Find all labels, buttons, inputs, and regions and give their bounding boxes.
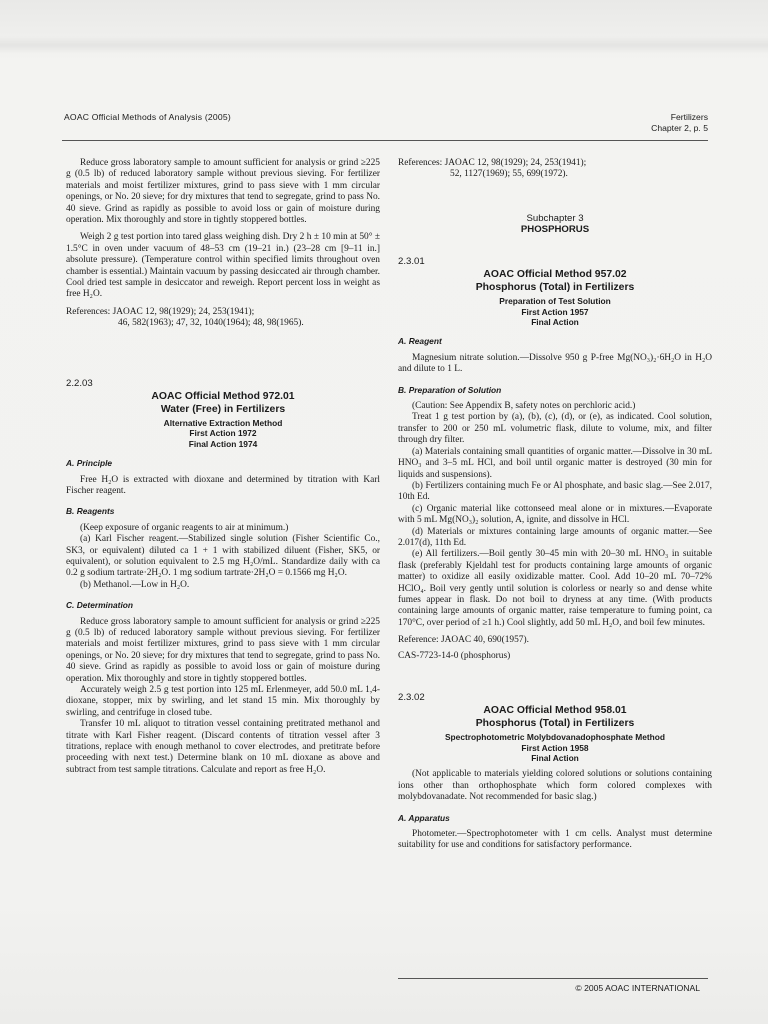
method-title: AOAC Official Method 957.02	[483, 269, 627, 281]
references: References: JAOAC 12, 98(1929); 24, 253(1941);	[66, 306, 255, 317]
header-rule	[62, 140, 708, 141]
paragraph: Transfer 10 mL aliquot to titration vessel containing pretitrated methanol and titrate with Karl Fisher reagent. (Discard contents of titration vessel after 3 titrations, replace with enough methanol to cover electrodes, and pretitrate before proceeding with next test.) Determine blank on 10 mL dioxane as above and subtract from test sample titrations. Calculate and report as free H₂O.	[66, 719, 380, 775]
paragraph: Treat 1 g test portion by (a), (b), (c), (d), or (e), as indicated. Cool solution, transfer to 200 or 250 mL volumetric flask, dilute to volume, mix, and filter through dry filter.	[398, 412, 712, 446]
paragraph: (c) Organic material like cottonseed meal alone or in mixtures.—Evaporate with 5 mL Mg(NO₃)₂ solution, A, ignite, and dissolve in HCl.	[398, 503, 712, 526]
paragraph: (Keep exposure of organic reagents to air at minimum.)	[80, 522, 289, 533]
heading-principle: A. Principle	[66, 458, 113, 469]
paragraph: (e) All fertilizers.—Boil gently 30–45 min with 20–30 mL HNO₃ in suitable flask (preferably Kjeldahl test for products containing large amounts of organic matter) to oxidize all easily oxidizable matter. Cool. Add 10–20 mL 70–72% HClO₄. Boil very gently until solution is colorless or nearly so and dense white fumes appear in flask. Do not boil to dryness at any time. (With products containing large amounts of organic matter, raise temperature to fuming point, ca 170°C, over period of ≥1 h.) Cool slightly, add 50 mL H₂O, and boil few minutes.	[398, 549, 712, 628]
method-variant: Preparation of Test Solution	[499, 296, 611, 307]
paragraph: (a) Karl Fischer reagent.—Stabilized single solution (Fisher Scientific Co., SK3, or equivalent) diluted ca 1 + 1 with stabilized diluent (Fisher, SK5, or equivalent), or solution equivalent to 2.5 mg H₂O/mL. Standardize daily with ca 0.2 g sodium tartrate·2H₂O. 1 mg sodium tartrate·2H₂O = 0.1566 mg H₂O.	[66, 534, 380, 579]
copyright-footer: © 2005 AOAC INTERNATIONAL	[575, 983, 700, 993]
running-header-left: AOAC Official Methods of Analysis (2005)	[64, 112, 231, 122]
heading-determination: C. Determination	[66, 600, 134, 611]
subchapter-number: Subchapter 3	[526, 212, 584, 224]
paragraph: Free H₂O is extracted with dioxane and determined by titration with Karl Fischer reagent.	[66, 474, 380, 496]
heading-reagent: A. Reagent	[398, 336, 442, 347]
footer-rule	[398, 978, 708, 979]
heading-apparatus: A. Apparatus	[398, 812, 450, 823]
paragraph: Reduce gross laboratory sample to amount sufficient for analysis or grind ≥225 g (0.5 lb) of reduced laboratory sample without previous sieving. For fertilizer materials and moist fertilizer mixtures, grind to pass sieve with 1 mm circular openings, or No. 20 sieve; for dry mixtures that tend to segregate, grind to pass No. 40 sieve. Grind as rapidly as possible to avoid loss or gain of moisture during operation. Mix thoroughly and store in tightly stoppered bottles.	[66, 158, 380, 226]
paragraph: Magnesium nitrate solution.—Dissolve 950 g P-free Mg(NO₃)₂·6H₂O in H₂O and dilute to 1 L.	[398, 352, 712, 375]
paragraph: (a) Materials containing small quantities of organic matter.—Dissolve in 30 mL HNO₃ and 3–5 mL HCl, and boil until organic matter is destroyed (30 min for liquids and suspensions).	[398, 446, 712, 480]
first-action: First Action 1972	[189, 428, 257, 439]
running-header-right	[651, 112, 708, 134]
paragraph: (b) Methanol.—Low in H₂O.	[80, 579, 190, 590]
paragraph: Weigh 2 g test portion into tared glass weighing dish. Dry 2 h ± 10 min at 50° ± 1.5°C in oven under vacuum of 48–53 cm (19–21 in.) (23–28 cm [9–11 in.] absolute pressure). (Temperature control within specified limits throughout oven chamber is essential.) Maintain vacuum by passing desiccated air through chamber. Cool dried test sample in desiccator and reweigh. Report percent loss in weight as free H₂O.	[66, 232, 380, 300]
right-column	[398, 158, 712, 852]
paragraph: (b) Fertilizers containing much Fe or Al phosphate, and basic slag.—See 2.017, 10th Ed.	[398, 480, 712, 503]
subchapter-title: PHOSPHORUS	[520, 224, 590, 236]
final-action: Final Action	[531, 753, 579, 764]
method-subject: Phosphorus (Total) in Fertilizers	[475, 717, 635, 729]
method-title: AOAC Official Method 958.01	[483, 705, 627, 717]
paragraph: (d) Materials or mixtures containing large amounts of organic matter.—See 2.017(d), 11th Ed.	[398, 526, 712, 548]
left-column	[66, 158, 380, 776]
paragraph: Photometer.—Spectrophotometer with 1 cm cells. Analyst must determine suitability for use and conditions for satisfactory performance.	[398, 829, 712, 851]
section-number: 2.2.03	[66, 377, 93, 389]
method-title: AOAC Official Method 972.01	[151, 391, 295, 403]
heading-preparation: B. Preparation of Solution	[398, 384, 502, 395]
method-subject: Water (Free) in Fertilizers	[160, 403, 286, 415]
header-section: Fertilizers	[670, 112, 708, 122]
heading-reagents: B. Reagents	[66, 506, 115, 517]
final-action: Final Action 1974	[188, 438, 258, 449]
final-action: Final Action	[531, 317, 579, 328]
references-cont: 52, 1127(1969); 55, 699(1972).	[450, 169, 568, 180]
header-chapter: Chapter 2, p. 5	[651, 123, 708, 133]
paragraph: Accurately weigh 2.5 g test portion into 125 mL Erlenmeyer, add 50.0 mL 1,4-dioxane, stopper, mix by swirling, and let stand 15 min. Mix thoroughly by swirling, and centrifuge in closed tube.	[66, 685, 380, 718]
cas-number: CAS-7723-14-0 (phosphorus)	[398, 650, 511, 661]
reference: Reference: JAOAC 40, 690(1957).	[398, 635, 529, 646]
section-number: 2.3.02	[398, 692, 425, 703]
paragraph: (Not applicable to materials yielding colored solutions or solutions containing ions other than orthophosphate which form colored complexes with molybdovanadate. Not recommended for basic slag.)	[398, 769, 712, 803]
references: References: JAOAC 12, 98(1929); 24, 253(1941);	[398, 158, 587, 168]
first-action: First Action 1958	[521, 742, 589, 753]
method-variant: Alternative Extraction Method	[163, 417, 283, 428]
paragraph: (Caution: See Appendix B, safety notes on perchloric acid.)	[412, 401, 636, 412]
scan-shadow	[0, 36, 768, 54]
references-cont: 46, 582(1963); 47, 32, 1040(1964); 48, 98(1965).	[118, 318, 304, 329]
paragraph: Reduce gross laboratory sample to amount sufficient for analysis or grind ≥225 g (0.5 lb) of reduced laboratory sample without previous sieving. For fertilizer materials and moist fertilizer mixtures, grind to pass sieve with 1 mm circular openings, or No. 20 sieve; for dry mixtures that tend to segregate, grind to pass No. 40 sieve. Grind as rapidly as possible to avoid loss or gain of moisture during operation. Mix thoroughly and store in tightly stoppered bottles.	[66, 616, 380, 684]
first-action: First Action 1957	[521, 306, 589, 317]
subchapter-heading	[398, 213, 712, 236]
section-number: 2.3.01	[398, 256, 425, 267]
method-variant: Spectrophotometric Molybdovanadophosphate Method	[444, 732, 666, 743]
method-subject: Phosphorus (Total) in Fertilizers	[475, 281, 635, 293]
